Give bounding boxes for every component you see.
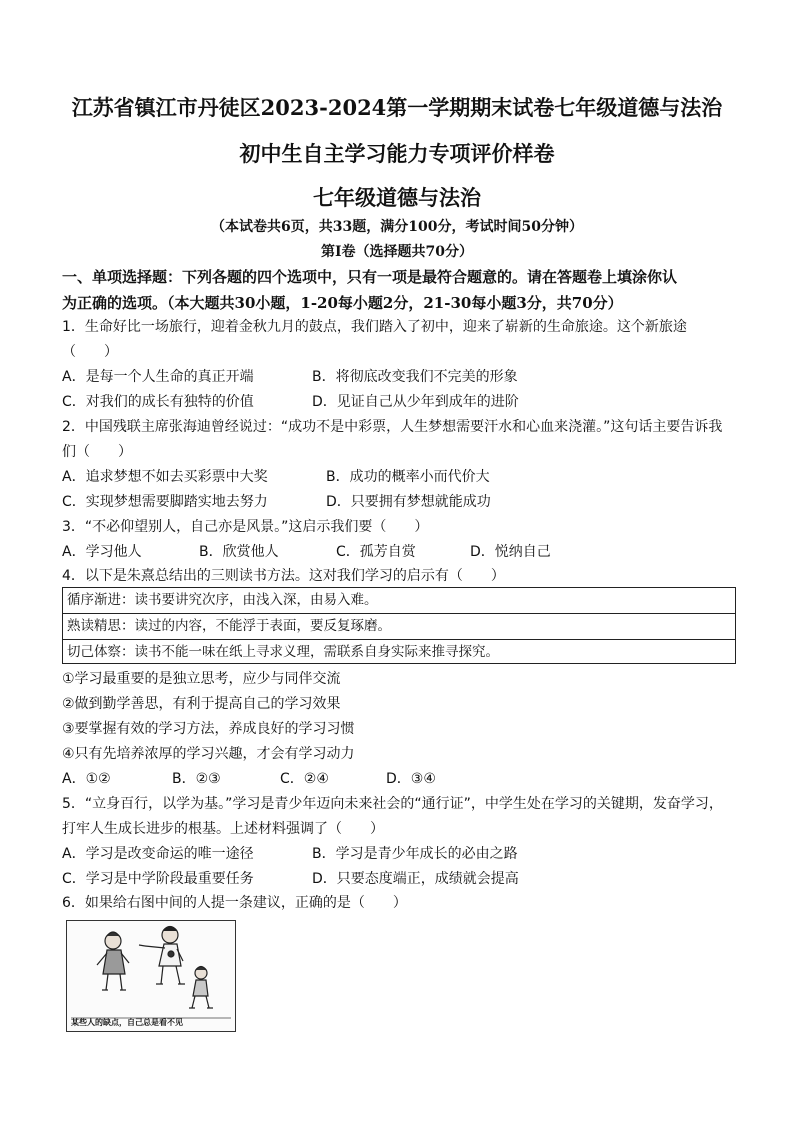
q1-stem-cont: （ ） (62, 344, 118, 360)
q3-option-b: B．欣赏他人 (199, 544, 279, 560)
q6-stem: 6．如果给右图中间的人提一条建议，正确的是（ ） (62, 895, 407, 911)
section-instructions (62, 264, 742, 316)
q4-stem: 4．以下是朱熹总结出的三则读书方法。这对我们学习的启示有（ ） (62, 568, 505, 584)
q4-option-d: D．③④ (386, 771, 436, 787)
q4-option-a: A．①② (62, 771, 111, 787)
q5-option-b: B．学习是青少年成长的必由之路 (312, 846, 518, 862)
q5-option-c: C．学习是中学阶段最重要任务 (62, 871, 254, 887)
q5-stem: 5．“立身百行，以学为基。”学习是青少年迈向未来社会的“通行证”，中学生处在学习的关键期，发奋学习， (62, 796, 723, 812)
q1-option-a: A．是每一个人生命的真正开端 (62, 369, 254, 385)
q3-option-d: D．悦纳自己 (470, 544, 551, 560)
q2-option-c: C．实现梦想需要脚踏实地去努力 (62, 494, 268, 510)
q1-stem: 1．生命好比一场旅行，迎着金秋九月的鼓点，我们踏入了初中，迎来了崭新的生命旅途。这个新旅途 (62, 319, 687, 335)
q2-option-d: D．只要拥有梦想就能成功 (326, 494, 491, 510)
q3-option-c: C．孤芳自赏 (336, 544, 416, 560)
reading-method-row: 切己体察：读书不能一味在纸上寻求义理，需联系自身实际来推寻探究。 (67, 644, 499, 660)
cartoon-caption: 某些人的缺点，自己总是看不见 (71, 1018, 183, 1027)
section-instructions-line2: 为正确的选项。（本大题共30小题，1-20每小题2分，21-30每小题3分，共70分） (62, 294, 623, 312)
exam-note: （本试卷共6页，共33题，满分100分，考试时间50分钟） (211, 219, 583, 235)
volume-heading: 第Ⅰ卷（选择题共70分） (320, 244, 474, 260)
q5-stem-cont: 打牢人生成长进步的根基。上述材料强调了（ ） (62, 821, 384, 837)
q4-statement-3: ③要掌握有效的学习方法，养成良好的学习习惯 (62, 721, 355, 737)
q4-option-b: B．②③ (172, 771, 221, 787)
exam-subject: 七年级道德与法治 (313, 185, 481, 210)
q3-option-a: A．学习他人 (62, 544, 142, 560)
q1-option-b: B．将彻底改变我们不完美的形象 (312, 369, 518, 385)
cartoon-illustration (67, 921, 235, 1031)
reading-method-row: 循序渐进：读书要讲究次序，由浅入深，由易入难。 (63, 588, 735, 614)
q3-stem: 3．“不必仰望别人，自己亦是风景。”这启示我们要（ ） (62, 519, 429, 535)
q4-statement-1: ①学习最重要的是独立思考，应少与同伴交流 (62, 671, 341, 687)
q2-option-a: A．追求梦想不如去买彩票中大奖 (62, 469, 268, 485)
q5-option-d: D．只要态度端正，成绩就会提高 (312, 871, 519, 887)
q2-stem: 2．中国残联主席张海迪曾经说过：“成功不是中彩票，人生梦想需要汗水和心血来浇灌。”这句话主要告诉我 (62, 419, 723, 435)
section-instructions-line1: 一、单项选择题：下列各题的四个选项中，只有一项是最符合题意的。请在答题卷上填涂你认 (62, 268, 678, 286)
q2-option-b: B．成功的概率小而代价大 (326, 469, 490, 485)
cartoon-image (66, 920, 236, 1032)
reading-methods-table (62, 587, 736, 664)
q1-option-d: D．见证自己从少年到成年的进阶 (312, 394, 519, 410)
q2-stem-cont: 们（ ） (62, 444, 132, 460)
q4-option-c: C．②④ (280, 771, 329, 787)
q1-option-c: C．对我们的成长有独特的价值 (62, 394, 254, 410)
exam-title: 江苏省镇江市丹徒区2023-2024第一学期期末试卷七年级道德与法治 (71, 95, 723, 120)
reading-method-row: 熟读精思：读过的内容，不能浮于表面，要反复琢磨。 (63, 614, 735, 640)
exam-subtitle: 初中生自主学习能力专项评价样卷 (239, 141, 555, 166)
q5-option-a: A．学习是改变命运的唯一途径 (62, 846, 254, 862)
q4-statement-2: ②做到勤学善思，有利于提高自己的学习效果 (62, 696, 341, 712)
q4-statement-4: ④只有先培养浓厚的学习兴趣，才会有学习动力 (62, 746, 355, 762)
